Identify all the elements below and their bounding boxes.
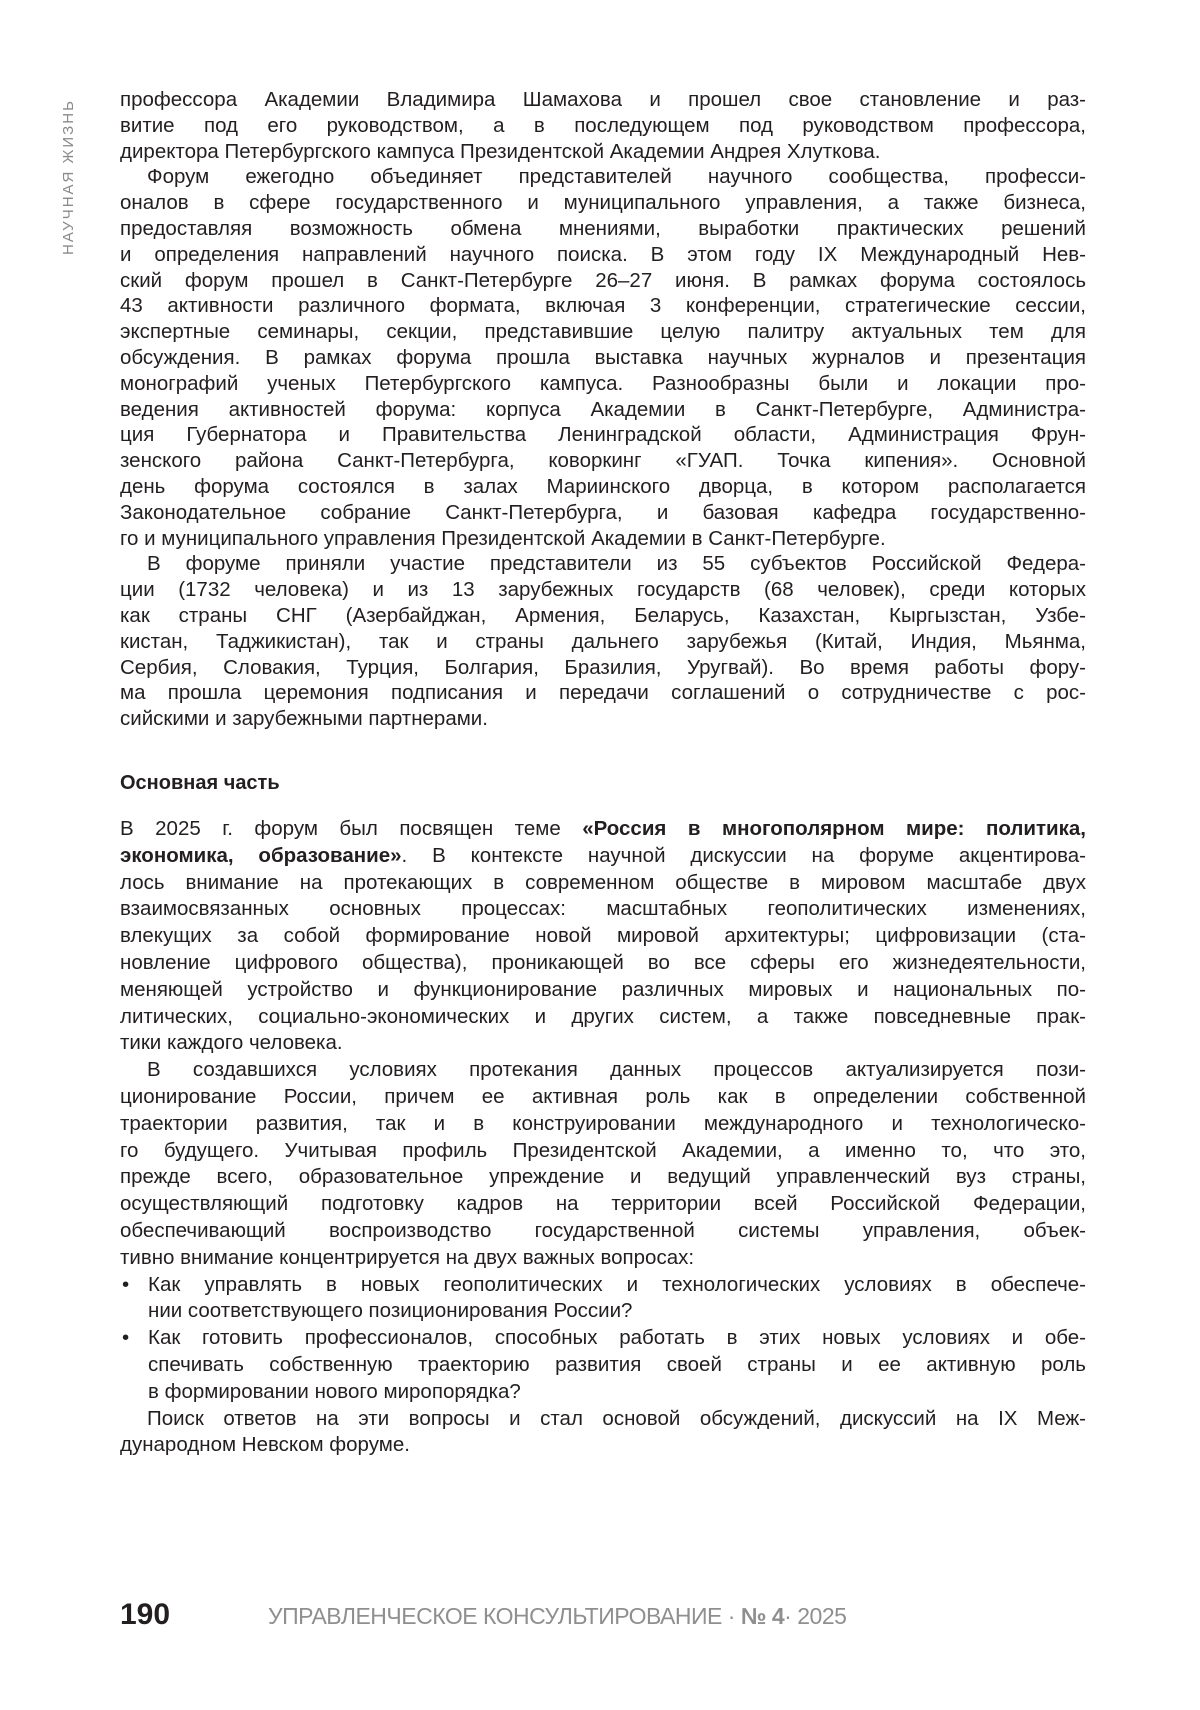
text-line: [120, 1004, 1086, 1031]
intro-text: В 2025 г. форум был посвящен теме: [120, 817, 582, 840]
text-line: [120, 319, 1086, 345]
text-line: [120, 655, 1086, 681]
journal-title: УПРАВЛЕНЧЕСКОЕ КОНСУЛЬТИРОВАНИЕ: [268, 1603, 722, 1629]
separator: ·: [728, 1603, 735, 1629]
line-text: Сербия, Словакия, Турция, Болгария, Бразилия, Уругвай). Во время работы фору-: [120, 656, 1086, 679]
line-text: спечивать собственную траекторию развития своей страны и ее активную роль: [148, 1353, 1086, 1376]
line-text: профессора Академии Владимира Шамахова и прошел свое становление и раз-: [120, 88, 1086, 111]
issue-number: № 4: [741, 1603, 784, 1629]
line-text: зенского района Санкт-Петербурга, коворкинг «ГУАП. Точка кипения». Основной: [120, 449, 1086, 472]
text-line: [120, 923, 1086, 950]
line-text: тивно внимание концентрируется на двух важных вопросах:: [120, 1246, 694, 1269]
text-line: [120, 113, 1086, 139]
text-line: [120, 1138, 1086, 1165]
line-text: траектории развития, так и в конструировании международного и технологическо-: [120, 1112, 1086, 1135]
text-line: [120, 190, 1086, 216]
line-text: взаимосвязанных основных процессах: масштабных геополитических изменениях,: [120, 897, 1086, 920]
text-line: [120, 577, 1086, 603]
line-text: литических, социально-экономических и других систем, а также повседневные прак-: [120, 1005, 1086, 1028]
page-footer: [120, 1598, 846, 1632]
line-text: экспертные семинары, секции, представившие целую палитру актуальных тем для: [120, 320, 1086, 343]
text-line: [120, 1432, 1086, 1459]
section-label: НАУЧНАЯ ЖИЗНЬ: [60, 99, 77, 255]
text-line: [120, 1164, 1086, 1191]
text-line: [120, 551, 1086, 577]
text-line: [120, 474, 1086, 500]
line-text: кистан, Таджикистан), так и страны дальнего зарубежья (Китай, Индия, Мьянма,: [120, 630, 1086, 653]
bullet-item-line: [120, 1325, 1086, 1352]
line-text: экономика, образование»: [120, 844, 402, 867]
text-line: [120, 216, 1086, 242]
line-text: ский форум прошел в Санкт-Петербурге 26–27 июня. В рамках форума состоялось: [120, 269, 1086, 292]
text-line: [120, 164, 1086, 190]
line-text: как страны СНГ (Азербайджан, Армения, Беларусь, Казахстан, Кыргызстан, Узбе-: [120, 604, 1086, 627]
line-text: нии соответствующего позиционирования России?: [148, 1299, 632, 1322]
line-text: Законодательное собрание Санкт-Петербурга, и базовая кафедра государственно-: [120, 501, 1086, 524]
line-text: витие под его руководством, а в последующем под руководством профессора,: [120, 114, 1086, 137]
bullet-icon: •: [122, 1325, 129, 1352]
line-text: го будущего. Учитывая профиль Президентской Академии, а именно то, что это,: [120, 1139, 1086, 1162]
text-line: [120, 526, 1086, 552]
line-text: день форума состоялся в залах Мариинского дворца, в котором располагается: [120, 475, 1086, 498]
line-text: Форум ежегодно объединяет представителей научного сообщества, професси-: [147, 165, 1086, 188]
text-line: [120, 680, 1086, 706]
text-line: [120, 1057, 1086, 1084]
line-text: ции (1732 человека) и из 13 зарубежных государств (68 человек), среди которых: [120, 578, 1086, 601]
text-line: [120, 87, 1086, 113]
bullet-item-line: [120, 1272, 1086, 1299]
line-text: в формировании нового миропорядка?: [148, 1380, 521, 1403]
line-text: Как готовить профессионалов, способных работать в этих новых условиях и обе-: [148, 1326, 1086, 1349]
line-text: директора Петербургского кампуса Президентской Академии Андрея Хлуткова.: [120, 140, 881, 163]
text-line: [120, 629, 1086, 655]
line-text: предоставляя возможность обмена мнениями, выработки практических решений: [120, 217, 1086, 240]
line-text: прежде всего, образовательное упреждение и ведущий управленческий вуз страны,: [120, 1165, 1086, 1188]
text-line: [120, 1111, 1086, 1138]
text-line: [120, 706, 1086, 732]
separator: ·: [784, 1603, 791, 1629]
text-line: [120, 1352, 1086, 1379]
line-text: лось внимание на протекающих в современном обществе в мировом масштабе двух: [120, 871, 1086, 894]
text-line: [120, 950, 1086, 977]
line-text: В создавшихся условиях протекания данных процессов актуализируется пози-: [147, 1058, 1086, 1081]
line-text: новление цифрового общества), проникающей во все сферы его жизнедеятельности,: [120, 951, 1086, 974]
text-line: [120, 242, 1086, 268]
line-text: 43 активности различного формата, включая 3 конференции, стратегические сессии,: [120, 294, 1086, 317]
line-text: монографий ученых Петербургского кампуса. Разнообразны были и локации про-: [120, 372, 1086, 395]
year: 2025: [797, 1603, 846, 1629]
text-line: [120, 448, 1086, 474]
line-text: Как управлять в новых геополитических и технологических условиях в обеспече-: [148, 1273, 1086, 1296]
line-text: меняющей устройство и функционирование различных мировых и национальных по-: [120, 978, 1086, 1001]
text-line: [120, 1245, 1086, 1272]
text-line: [120, 397, 1086, 423]
text-line: [120, 1379, 1086, 1406]
topic-title: «Россия в многополярном мире: политика,: [582, 817, 1086, 840]
body-text-block-1: [120, 87, 1086, 732]
line-text: влекущих за собой формирование новой мировой архитектуры; цифровизации (ста-: [120, 924, 1086, 947]
line-text: обеспечивающий воспроизводство государственной системы управления, объек-: [120, 1219, 1086, 1242]
line-text: Поиск ответов на эти вопросы и стал основой обсуждений, дискуссий на IX Меж-: [147, 1407, 1086, 1430]
text-line: [120, 1030, 1086, 1057]
text-line: [120, 816, 1086, 843]
text-line: [120, 422, 1086, 448]
text-line: [120, 500, 1086, 526]
line-text: и определения направлений научного поиска. В этом году IX Международный Нев-: [120, 243, 1086, 266]
line-text: ведения активностей форума: корпуса Академии в Санкт-Петербурге, Администра-: [120, 398, 1086, 421]
line-text: обсуждения. В рамках форума прошла выставка научных журналов и презентация: [120, 346, 1086, 369]
text-line: [120, 603, 1086, 629]
line-text: В форуме приняли участие представители из 55 субъектов Российской Федера-: [147, 552, 1086, 575]
text-line: [120, 139, 1086, 165]
text-line: [120, 1298, 1086, 1325]
bullet-icon: •: [122, 1272, 129, 1299]
text-line: [120, 293, 1086, 319]
line-text: . В контексте научной дискуссии на форуме акцентирова-: [402, 844, 1086, 867]
line-text: сийскими и зарубежными партнерами.: [120, 707, 488, 730]
body-text-block-2: [120, 816, 1086, 1459]
line-text: го и муниципального управления Президентской Академии в Санкт-Петербурге.: [120, 527, 886, 550]
section-heading: Основная часть: [120, 770, 280, 796]
text-line: [120, 371, 1086, 397]
line-text: ма прошла церемония подписания и передачи соглашений о сотрудничестве с рос-: [120, 681, 1086, 704]
text-line: [120, 896, 1086, 923]
text-line: [120, 870, 1086, 897]
line-text: ция Губернатора и Правительства Ленинградской области, Администрация Фрун-: [120, 423, 1086, 446]
text-line: [120, 1084, 1086, 1111]
text-line: [120, 268, 1086, 294]
line-text: ционирование России, причем ее активная роль как в определении собственной: [120, 1085, 1086, 1108]
text-line: [120, 843, 1086, 870]
text-line: [120, 345, 1086, 371]
text-line: [120, 1406, 1086, 1433]
line-text: дународном Невском форуме.: [120, 1433, 410, 1456]
page-number: 190: [120, 1598, 268, 1632]
line-text: осуществляющий подготовку кадров на территории всей Российской Федерации,: [120, 1192, 1086, 1215]
text-line: [120, 1218, 1086, 1245]
text-line: [120, 977, 1086, 1004]
line-text: тики каждого человека.: [120, 1031, 343, 1054]
text-line: [120, 1191, 1086, 1218]
line-text: оналов в сфере государственного и муниципального управления, а также бизнеса,: [120, 191, 1086, 214]
